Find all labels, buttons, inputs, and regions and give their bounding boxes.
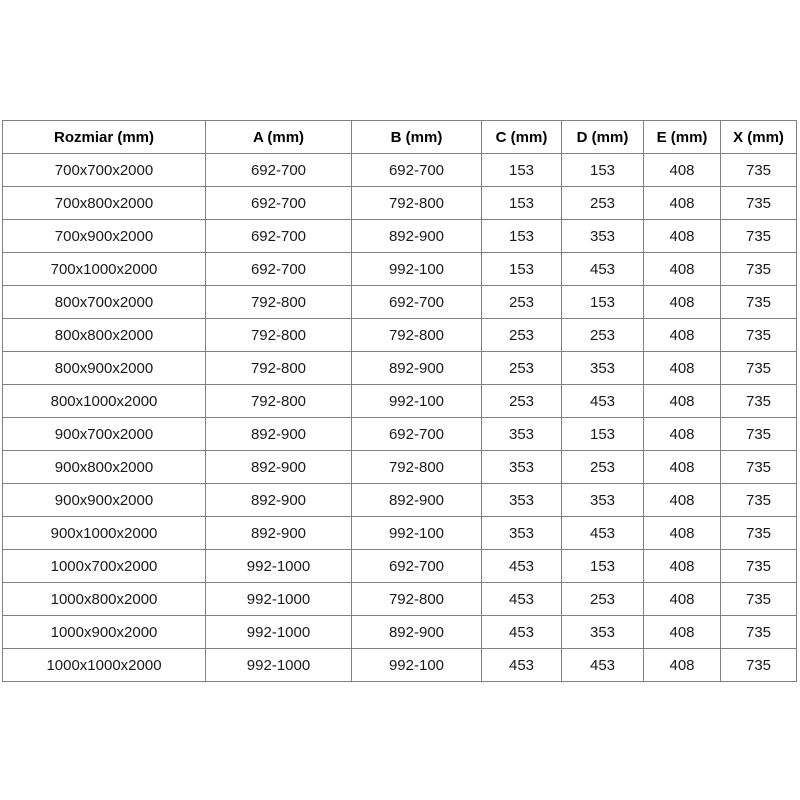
value-cell: 353	[562, 220, 644, 253]
value-cell: 992-1000	[206, 616, 352, 649]
value-cell: 992-100	[352, 649, 482, 682]
value-cell: 353	[562, 484, 644, 517]
value-cell: 253	[562, 451, 644, 484]
value-cell: 735	[721, 484, 797, 517]
table-header	[3, 121, 797, 154]
value-cell: 408	[644, 220, 721, 253]
value-cell: 692-700	[352, 154, 482, 187]
value-cell: 453	[562, 649, 644, 682]
value-cell: 408	[644, 385, 721, 418]
column-header: X (mm)	[721, 121, 797, 154]
column-header: B (mm)	[352, 121, 482, 154]
column-header: A (mm)	[206, 121, 352, 154]
size-cell: 700x900x2000	[3, 220, 206, 253]
value-cell: 453	[562, 385, 644, 418]
table-row	[3, 286, 797, 319]
value-cell: 408	[644, 319, 721, 352]
value-cell: 353	[562, 352, 644, 385]
size-cell: 900x800x2000	[3, 451, 206, 484]
value-cell: 153	[482, 154, 562, 187]
table-row	[3, 550, 797, 583]
value-cell: 453	[482, 583, 562, 616]
value-cell: 992-1000	[206, 649, 352, 682]
value-cell: 153	[482, 187, 562, 220]
value-cell: 735	[721, 451, 797, 484]
value-cell: 992-100	[352, 517, 482, 550]
value-cell: 992-100	[352, 385, 482, 418]
value-cell: 353	[482, 484, 562, 517]
value-cell: 408	[644, 253, 721, 286]
header-row	[3, 121, 797, 154]
table-row	[3, 484, 797, 517]
value-cell: 408	[644, 583, 721, 616]
value-cell: 408	[644, 616, 721, 649]
value-cell: 692-700	[206, 187, 352, 220]
value-cell: 792-800	[206, 352, 352, 385]
value-cell: 253	[562, 319, 644, 352]
value-cell: 792-800	[206, 385, 352, 418]
value-cell: 892-900	[206, 418, 352, 451]
size-cell: 800x900x2000	[3, 352, 206, 385]
value-cell: 253	[482, 385, 562, 418]
value-cell: 353	[562, 616, 644, 649]
value-cell: 692-700	[352, 286, 482, 319]
column-header: D (mm)	[562, 121, 644, 154]
value-cell: 453	[482, 616, 562, 649]
value-cell: 992-100	[352, 253, 482, 286]
value-cell: 408	[644, 187, 721, 220]
value-cell: 892-900	[352, 352, 482, 385]
table-row	[3, 616, 797, 649]
value-cell: 735	[721, 550, 797, 583]
table-row	[3, 319, 797, 352]
value-cell: 735	[721, 583, 797, 616]
table-row	[3, 385, 797, 418]
size-cell: 1000x800x2000	[3, 583, 206, 616]
value-cell: 353	[482, 418, 562, 451]
value-cell: 253	[482, 352, 562, 385]
value-cell: 735	[721, 220, 797, 253]
value-cell: 692-700	[352, 418, 482, 451]
table-row	[3, 154, 797, 187]
value-cell: 253	[562, 583, 644, 616]
value-cell: 453	[482, 649, 562, 682]
value-cell: 408	[644, 418, 721, 451]
value-cell: 153	[562, 418, 644, 451]
size-cell: 700x1000x2000	[3, 253, 206, 286]
table-row	[3, 517, 797, 550]
value-cell: 408	[644, 352, 721, 385]
value-cell: 992-1000	[206, 550, 352, 583]
value-cell: 408	[644, 451, 721, 484]
table-row	[3, 451, 797, 484]
table-row	[3, 220, 797, 253]
value-cell: 353	[482, 517, 562, 550]
value-cell: 792-800	[206, 286, 352, 319]
table-row	[3, 253, 797, 286]
size-cell: 1000x1000x2000	[3, 649, 206, 682]
dimensions-table	[2, 120, 797, 682]
size-cell: 900x1000x2000	[3, 517, 206, 550]
value-cell: 735	[721, 649, 797, 682]
value-cell: 892-900	[206, 451, 352, 484]
table-row	[3, 418, 797, 451]
value-cell: 353	[482, 451, 562, 484]
value-cell: 453	[562, 517, 644, 550]
dimensions-table-container	[2, 120, 796, 682]
column-header: C (mm)	[482, 121, 562, 154]
value-cell: 992-1000	[206, 583, 352, 616]
value-cell: 735	[721, 187, 797, 220]
value-cell: 408	[644, 550, 721, 583]
size-cell: 1000x700x2000	[3, 550, 206, 583]
value-cell: 408	[644, 517, 721, 550]
size-cell: 1000x900x2000	[3, 616, 206, 649]
value-cell: 892-900	[352, 220, 482, 253]
value-cell: 408	[644, 649, 721, 682]
value-cell: 408	[644, 286, 721, 319]
size-cell: 700x800x2000	[3, 187, 206, 220]
column-header: Rozmiar (mm)	[3, 121, 206, 154]
value-cell: 735	[721, 616, 797, 649]
value-cell: 453	[482, 550, 562, 583]
table-row	[3, 583, 797, 616]
value-cell: 253	[562, 187, 644, 220]
size-cell: 700x700x2000	[3, 154, 206, 187]
value-cell: 735	[721, 286, 797, 319]
value-cell: 453	[562, 253, 644, 286]
size-cell: 800x1000x2000	[3, 385, 206, 418]
value-cell: 153	[562, 550, 644, 583]
value-cell: 253	[482, 286, 562, 319]
value-cell: 735	[721, 517, 797, 550]
value-cell: 792-800	[352, 451, 482, 484]
value-cell: 692-700	[352, 550, 482, 583]
value-cell: 892-900	[206, 517, 352, 550]
value-cell: 892-900	[352, 616, 482, 649]
value-cell: 792-800	[352, 583, 482, 616]
value-cell: 735	[721, 319, 797, 352]
value-cell: 735	[721, 385, 797, 418]
value-cell: 408	[644, 484, 721, 517]
size-cell: 900x700x2000	[3, 418, 206, 451]
value-cell: 892-900	[352, 484, 482, 517]
size-cell: 900x900x2000	[3, 484, 206, 517]
table-row	[3, 352, 797, 385]
value-cell: 735	[721, 418, 797, 451]
size-cell: 800x700x2000	[3, 286, 206, 319]
value-cell: 792-800	[352, 319, 482, 352]
value-cell: 153	[482, 220, 562, 253]
value-cell: 792-800	[352, 187, 482, 220]
table-row	[3, 649, 797, 682]
column-header: E (mm)	[644, 121, 721, 154]
value-cell: 153	[562, 154, 644, 187]
value-cell: 735	[721, 253, 797, 286]
size-cell: 800x800x2000	[3, 319, 206, 352]
value-cell: 692-700	[206, 253, 352, 286]
value-cell: 892-900	[206, 484, 352, 517]
table-row	[3, 187, 797, 220]
value-cell: 253	[482, 319, 562, 352]
value-cell: 153	[562, 286, 644, 319]
value-cell: 792-800	[206, 319, 352, 352]
value-cell: 692-700	[206, 154, 352, 187]
value-cell: 735	[721, 154, 797, 187]
value-cell: 692-700	[206, 220, 352, 253]
value-cell: 408	[644, 154, 721, 187]
value-cell: 153	[482, 253, 562, 286]
table-body	[3, 154, 797, 682]
value-cell: 735	[721, 352, 797, 385]
